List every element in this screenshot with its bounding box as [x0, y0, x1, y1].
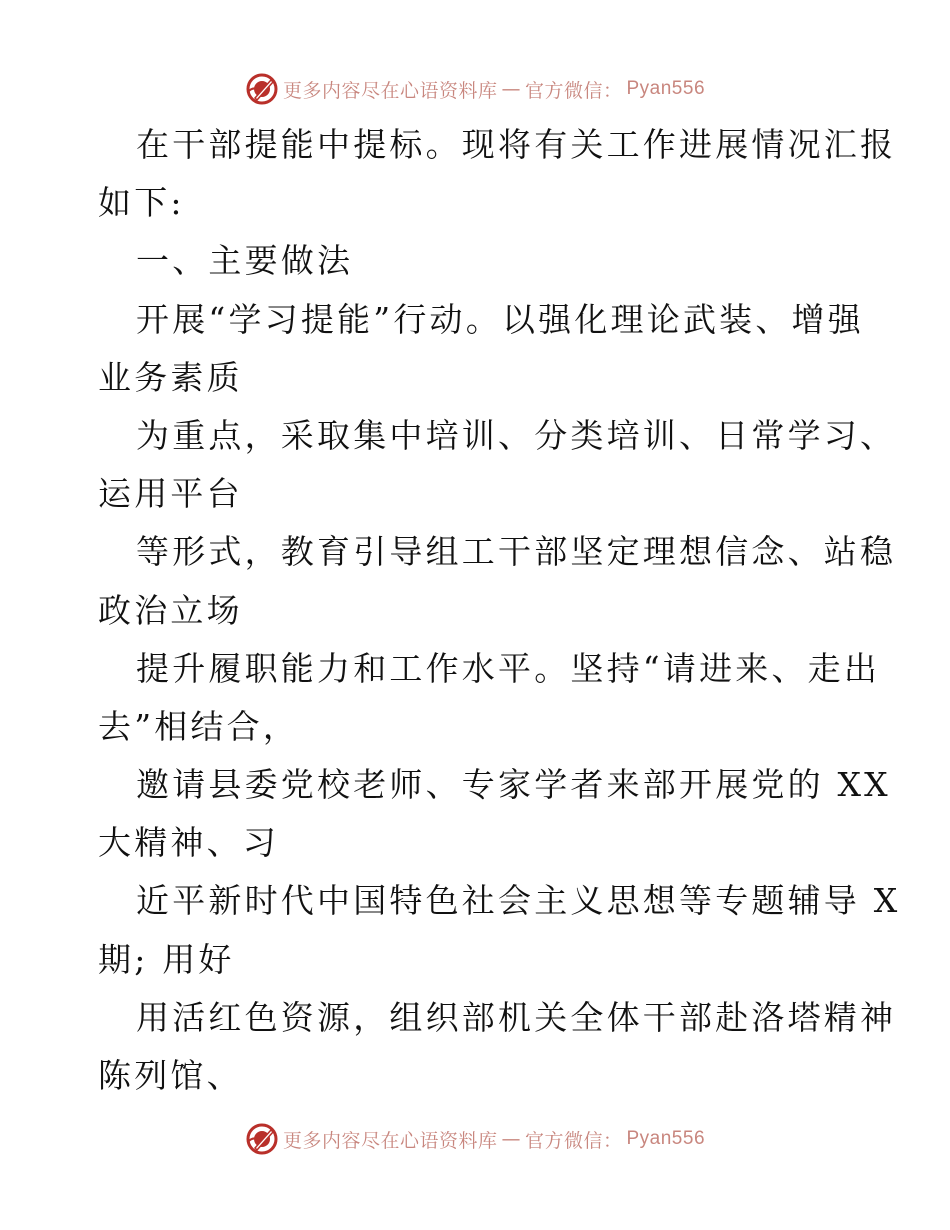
text-line: 开展“学习提能”行动。以强化理论武装、增强: [136, 299, 864, 339]
watermark-dash: —: [501, 1128, 521, 1150]
footer-watermark: [0, 1119, 950, 1159]
watermark-dash: —: [501, 78, 521, 100]
quill-logo-icon: [245, 72, 279, 106]
text-line: 陈列馆、: [98, 1056, 243, 1095]
text-line: 提升履职能力和工作水平。坚持“请进来、走出: [136, 648, 881, 688]
text-line: 用活红色资源，组织部机关全体干部赴洛塔精神: [136, 997, 897, 1037]
text-line: 邀请县委党校老师、专家学者来部开展党的 XX: [136, 765, 891, 805]
text-line: 在干部提能中提标。现将有关工作进展情况汇报: [136, 125, 897, 164]
text-line: 政治立场: [98, 590, 243, 630]
text-line: 期; 用好: [98, 939, 235, 979]
text-line: 大精神、习: [98, 823, 279, 863]
header-watermark: [0, 69, 950, 109]
document-body: [98, 116, 901, 1105]
text-line: 等形式，教育引导组工干部坚定理想信念、站稳: [136, 532, 897, 572]
section-heading: 一、主要做法: [136, 241, 354, 281]
text-line: 去”相结合，: [98, 706, 300, 746]
watermark-official-label: 官方微信：: [524, 79, 623, 102]
text-line: 运用平台: [98, 474, 243, 514]
watermark-text: 更多内容尽在心语资料库: [282, 1129, 498, 1152]
watermark-handle: Pyan556: [626, 78, 706, 99]
quill-logo-icon: [245, 1122, 279, 1156]
text-line: 如下:: [98, 183, 185, 223]
watermark-handle: Pyan556: [626, 1128, 706, 1149]
text-line: 近平新时代中国特色社会主义思想等专题辅导 X: [136, 881, 901, 921]
watermark-text: 更多内容尽在心语资料库: [282, 79, 498, 102]
text-line: 业务素质: [98, 357, 243, 397]
watermark-official-label: 官方微信：: [524, 1129, 623, 1152]
text-line: 为重点，采取集中培训、分类培训、日常学习、: [136, 415, 897, 455]
